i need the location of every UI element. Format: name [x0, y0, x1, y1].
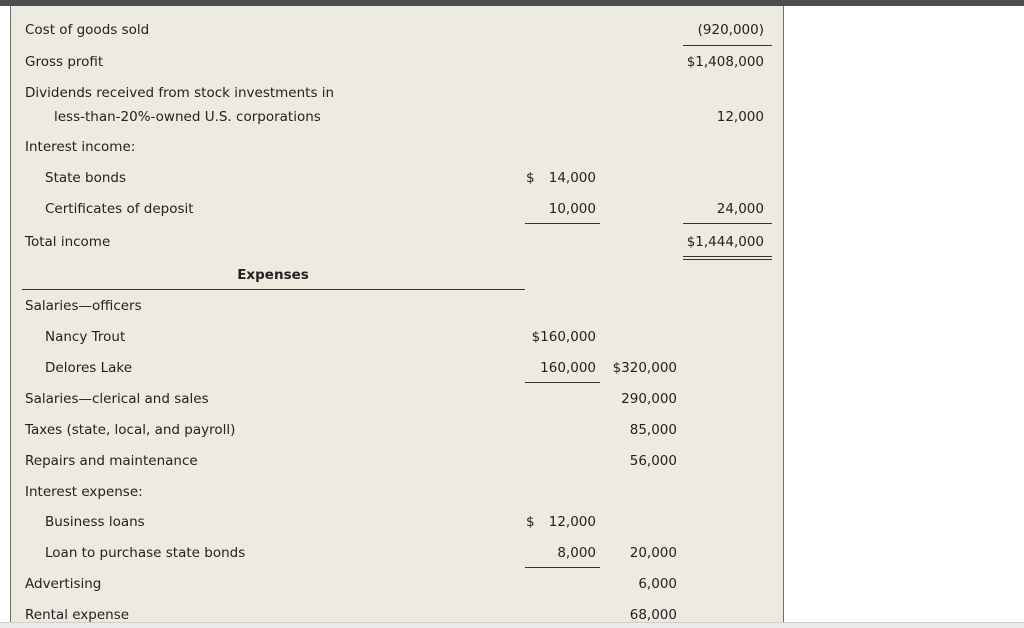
total-income-label: Total income — [25, 234, 111, 250]
row-certificates-of-deposit — [11, 198, 783, 220]
business-loans-currency: $ — [526, 514, 535, 530]
business-loans-value: 12,000 — [548, 514, 596, 530]
row-interest-expense — [11, 481, 783, 503]
row-cost-of-goods-sold — [11, 19, 783, 41]
total-income-amount: $1,444,000 — [686, 234, 764, 250]
nancy-trout-amount: $160,000 — [531, 329, 596, 345]
taxes-label: Taxes (state, local, and payroll) — [25, 422, 236, 438]
state-bonds-amount — [526, 169, 596, 187]
row-salaries-clerical — [11, 388, 783, 410]
interest-expense-total: 20,000 — [629, 545, 677, 561]
business-loans-amount — [526, 513, 596, 531]
state-bonds-currency: $ — [526, 170, 535, 186]
repairs-label: Repairs and maintenance — [25, 453, 198, 469]
gross-profit-amount: $1,408,000 — [686, 54, 764, 70]
interest-expense-label: Interest expense: — [25, 484, 143, 500]
advertising-label: Advertising — [25, 576, 102, 592]
row-business-loans — [11, 511, 783, 533]
row-interest-income — [11, 136, 783, 158]
salaries-clerical-amount: 290,000 — [621, 391, 677, 407]
cds-label: Certificates of deposit — [45, 201, 194, 217]
loan-state-bonds-label: Loan to purchase state bonds — [45, 545, 246, 561]
cds-underline — [525, 223, 600, 224]
row-advertising — [11, 573, 783, 595]
loan-state-bonds-amount: 8,000 — [557, 545, 596, 561]
row-dividends-line2 — [11, 106, 783, 128]
state-bonds-value: 14,000 — [548, 170, 596, 186]
cogs-underline — [683, 45, 772, 46]
loan-state-bonds-underline — [525, 567, 600, 568]
expenses-heading-rule — [22, 289, 525, 290]
interest-income-total: 24,000 — [716, 201, 764, 217]
bottom-band — [0, 622, 1024, 628]
salaries-officers-total: $320,000 — [612, 360, 677, 376]
cds-amount: 10,000 — [548, 201, 596, 217]
row-taxes — [11, 419, 783, 441]
row-loan-state-bonds — [11, 542, 783, 564]
row-nancy-trout — [11, 326, 783, 348]
dividends-label-line1: Dividends received from stock investments in — [25, 85, 335, 101]
delores-lake-label: Delores Lake — [45, 360, 133, 376]
gross-profit-label: Gross profit — [25, 54, 104, 70]
delores-lake-amount: 160,000 — [540, 360, 596, 376]
row-rental-expense — [11, 604, 783, 622]
row-repairs — [11, 450, 783, 472]
row-gross-profit — [11, 51, 783, 73]
business-loans-label: Business loans — [45, 514, 145, 530]
delores-underline — [525, 382, 600, 383]
cogs-label: Cost of goods sold — [25, 22, 150, 38]
rental-expense-label: Rental expense — [25, 607, 130, 622]
interest-income-total-underline — [683, 223, 772, 224]
state-bonds-label: State bonds — [45, 170, 127, 186]
row-state-bonds — [11, 167, 783, 189]
row-delores-lake — [11, 357, 783, 379]
dividends-amount: 12,000 — [716, 109, 764, 125]
total-income-double-underline — [683, 256, 772, 260]
salaries-clerical-label: Salaries—clerical and sales — [25, 391, 209, 407]
rental-expense-amount: 68,000 — [629, 607, 677, 622]
expenses-heading: Expenses — [237, 267, 309, 283]
nancy-trout-label: Nancy Trout — [45, 329, 126, 345]
taxes-amount: 85,000 — [629, 422, 677, 438]
cogs-amount: (920,000) — [697, 22, 764, 38]
row-salaries-officers — [11, 295, 783, 317]
salaries-officers-label: Salaries—officers — [25, 298, 142, 314]
repairs-amount: 56,000 — [629, 453, 677, 469]
row-dividends-line1 — [11, 82, 783, 104]
interest-income-label: Interest income: — [25, 139, 136, 155]
income-statement-table — [10, 6, 784, 622]
advertising-amount: 6,000 — [638, 576, 677, 592]
row-total-income — [11, 231, 783, 253]
dividends-label-line2: less-than-20%-owned U.S. corporations — [54, 109, 321, 125]
